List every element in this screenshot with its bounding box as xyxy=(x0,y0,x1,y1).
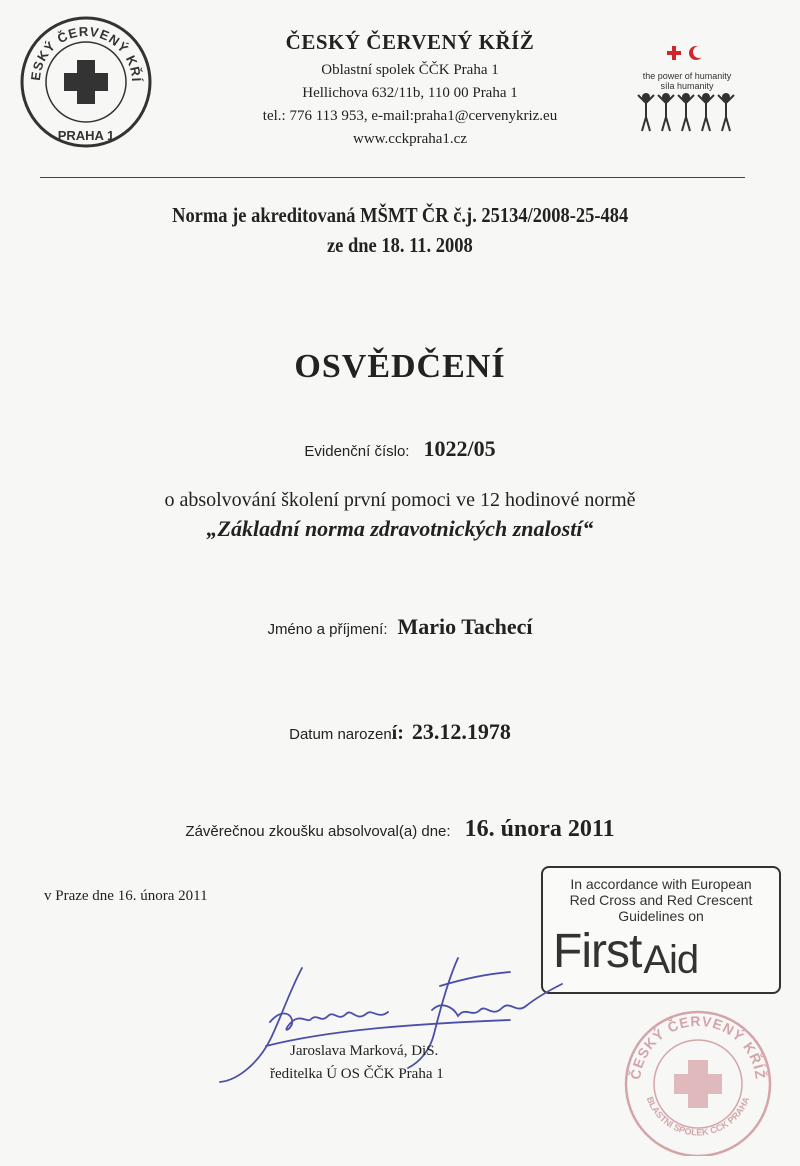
seal-bottom-text: PRAHA 1 xyxy=(57,128,115,143)
humanity-line2: síla humanity xyxy=(660,81,714,91)
address: Hellichova 632/11b, 110 00 Praha 1 xyxy=(302,85,518,101)
humanity-line1: the power of humanity xyxy=(642,71,732,81)
registry-number: 1022/05 xyxy=(423,436,496,461)
certificate-title: OSVĚDČENÍ xyxy=(294,348,506,385)
website: www.cckpraha1.cz xyxy=(353,131,467,147)
header-divider xyxy=(40,177,745,178)
dob-label-end: í: xyxy=(391,722,404,744)
stamp-graphic xyxy=(618,1006,778,1156)
people-figures-icon xyxy=(632,91,742,135)
course-name: „Základní norma zdravotnických znalostí“ xyxy=(206,516,594,541)
dob-label: Datum narozen xyxy=(289,726,392,743)
exam-date: 16. února 2011 xyxy=(464,816,615,842)
red-cross-crescent-icon xyxy=(632,40,742,66)
registry-label: Evidenční číslo: xyxy=(304,443,410,460)
signatory-name: Jaroslava Marková, DiS. xyxy=(290,1043,439,1059)
red-cross-seal xyxy=(18,14,154,150)
exam-label: Závěrečnou zkoušku absolvoval(a) dne: xyxy=(185,823,451,840)
seal-graphic xyxy=(18,14,154,150)
red-stamp xyxy=(618,1006,778,1156)
power-of-humanity-logo xyxy=(632,40,742,150)
first-aid-box-text xyxy=(543,876,779,924)
registry-row xyxy=(0,436,800,462)
stamp-ring-text: ČESKÝ ČERVENÝ KŘÍŽ xyxy=(627,1012,769,1081)
accreditation-line1 xyxy=(0,203,800,228)
dob-value: 23.12.1978 xyxy=(411,719,511,744)
stamp-bottom-text: BLASTNÍ SPOLEK ČČK PRAHA xyxy=(644,1095,752,1138)
accreditation-line2 xyxy=(0,233,800,258)
accreditation-text1: Norma je akreditovaná MŠMT ČR č.j. 25134/2008-25-484 xyxy=(171,203,629,227)
first-aid-line3: Guidelines on xyxy=(618,908,704,924)
branch-name: Oblastní spolek ČČK Praha 1 xyxy=(321,62,499,78)
name-label: Jméno a příjmení: xyxy=(267,621,388,638)
accreditation-text2: ze dne 18. 11. 2008 xyxy=(327,233,473,257)
first-aid-line1: In accordance with European xyxy=(570,876,752,892)
first-aid-line2: Red Cross and Red Crescent xyxy=(569,892,753,908)
signatory-role: ředitelka Ú OS ČČK Praha 1 xyxy=(270,1066,444,1082)
name-value: Mario Tachecí xyxy=(397,614,533,639)
name-row xyxy=(0,614,800,640)
first-aid-logo-first: First xyxy=(553,925,642,978)
exam-row xyxy=(0,816,800,843)
place-date: v Praze dne 16. února 2011 xyxy=(44,888,208,904)
seal-ring-text: ESKÝ ČERVENÝ KŘÍ xyxy=(27,23,145,83)
course-line: o absolvování školení první pomoci ve 12 hodinové normě xyxy=(164,489,636,511)
first-aid-logo-aid: Aid xyxy=(643,938,699,982)
contact-line: tel.: 776 113 953, e-mail:praha1@cervenykriz.eu xyxy=(262,108,558,124)
dob-row xyxy=(0,719,800,745)
org-name: ČESKÝ ČERVENÝ KŘÍŽ xyxy=(285,30,535,54)
